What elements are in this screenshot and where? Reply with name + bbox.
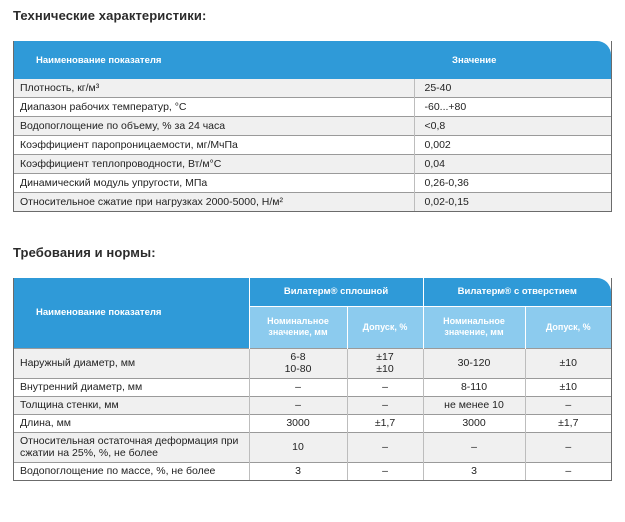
row-cell-c1: 3 [249, 462, 347, 480]
row-cell-c1: 10 [249, 432, 347, 462]
table-row [14, 155, 611, 174]
row-name: Наружный диаметр, мм [14, 348, 249, 378]
row-name: Длина, мм [14, 414, 249, 432]
row-cell-c2: ±17 ±10 [347, 348, 423, 378]
section-title-requirements: Требования и нормы: [13, 245, 156, 260]
row-cell-c3: 8-110 [423, 378, 525, 396]
table-row [14, 396, 611, 414]
table-row [14, 193, 611, 212]
row-cell-c1: – [249, 378, 347, 396]
specs-header-name: Наименование показателя [36, 54, 162, 66]
row-name: Динамический модуль упругости, МПа [14, 174, 414, 193]
row-name: Внутренний диаметр, мм [14, 378, 249, 396]
table-row [14, 348, 611, 378]
row-name: Плотность, кг/м³ [14, 79, 414, 98]
req-header-group-hollow: Вилатерм® с отверстием [423, 278, 611, 306]
table-row [14, 98, 611, 117]
specs-header-value: Значение [452, 54, 497, 66]
row-value: 0,02-0,15 [414, 193, 611, 212]
row-cell-c4: – [525, 432, 611, 462]
table-row [14, 174, 611, 193]
req-header-tolerance-2: Допуск, % [525, 306, 611, 348]
row-cell-c4: ±10 [525, 348, 611, 378]
requirements-table [14, 278, 611, 480]
table-row [14, 136, 611, 155]
req-header-nominal-2: Номинальное значение, мм [423, 306, 525, 348]
table-row [14, 378, 611, 396]
row-cell-c4: – [525, 462, 611, 480]
row-name: Водопоглощение по объему, % за 24 часа [14, 117, 414, 136]
row-cell-c3: – [423, 432, 525, 462]
requirements-table-frame [13, 278, 612, 481]
row-cell-c4: ±10 [525, 378, 611, 396]
section-title-specs: Технические характеристики: [13, 8, 207, 23]
row-cell-c2: – [347, 432, 423, 462]
row-name: Коэффициент паропроницаемости, мг/МчПа [14, 136, 414, 155]
row-name: Коэффициент теплопроводности, Вт/м°С [14, 155, 414, 174]
table-row [14, 117, 611, 136]
row-cell-c4: – [525, 396, 611, 414]
row-value: 0,26-0,36 [414, 174, 611, 193]
specs-table-header [14, 41, 611, 79]
req-header-tolerance-1: Допуск, % [347, 306, 423, 348]
row-cell-c1: 6-8 10-80 [249, 348, 347, 378]
req-header-name: Наименование показателя [14, 278, 249, 348]
table-row [14, 462, 611, 480]
row-name: Диапазон рабочих температур, °С [14, 98, 414, 117]
row-cell-c3: не менее 10 [423, 396, 525, 414]
row-value: 25-40 [414, 79, 611, 98]
row-name: Толщина стенки, мм [14, 396, 249, 414]
row-name: Водопоглощение по массе, %, не более [14, 462, 249, 480]
row-value: <0,8 [414, 117, 611, 136]
row-cell-c3: 30-120 [423, 348, 525, 378]
row-cell-c1: 3000 [249, 414, 347, 432]
table-row [14, 414, 611, 432]
row-cell-c3: 3 [423, 462, 525, 480]
row-cell-c2: – [347, 378, 423, 396]
req-header-nominal-1: Номинальное значение, мм [249, 306, 347, 348]
table-row [14, 432, 611, 462]
specs-table-frame [13, 41, 612, 212]
req-header-group-solid: Вилатерм® сплошной [249, 278, 423, 306]
row-cell-c2: – [347, 396, 423, 414]
row-name: Относительное сжатие при нагрузках 2000-5000, Н/м² [14, 193, 414, 212]
row-cell-c1: – [249, 396, 347, 414]
row-value: 0,04 [414, 155, 611, 174]
row-cell-c2: – [347, 462, 423, 480]
specs-table [14, 79, 611, 211]
row-cell-c3: 3000 [423, 414, 525, 432]
row-value: 0,002 [414, 136, 611, 155]
row-cell-c4: ±1,7 [525, 414, 611, 432]
row-name: Относительная остаточная деформация при сжатии на 25%, %, не более [14, 432, 249, 462]
row-cell-c2: ±1,7 [347, 414, 423, 432]
row-value: -60...+80 [414, 98, 611, 117]
table-row [14, 79, 611, 98]
